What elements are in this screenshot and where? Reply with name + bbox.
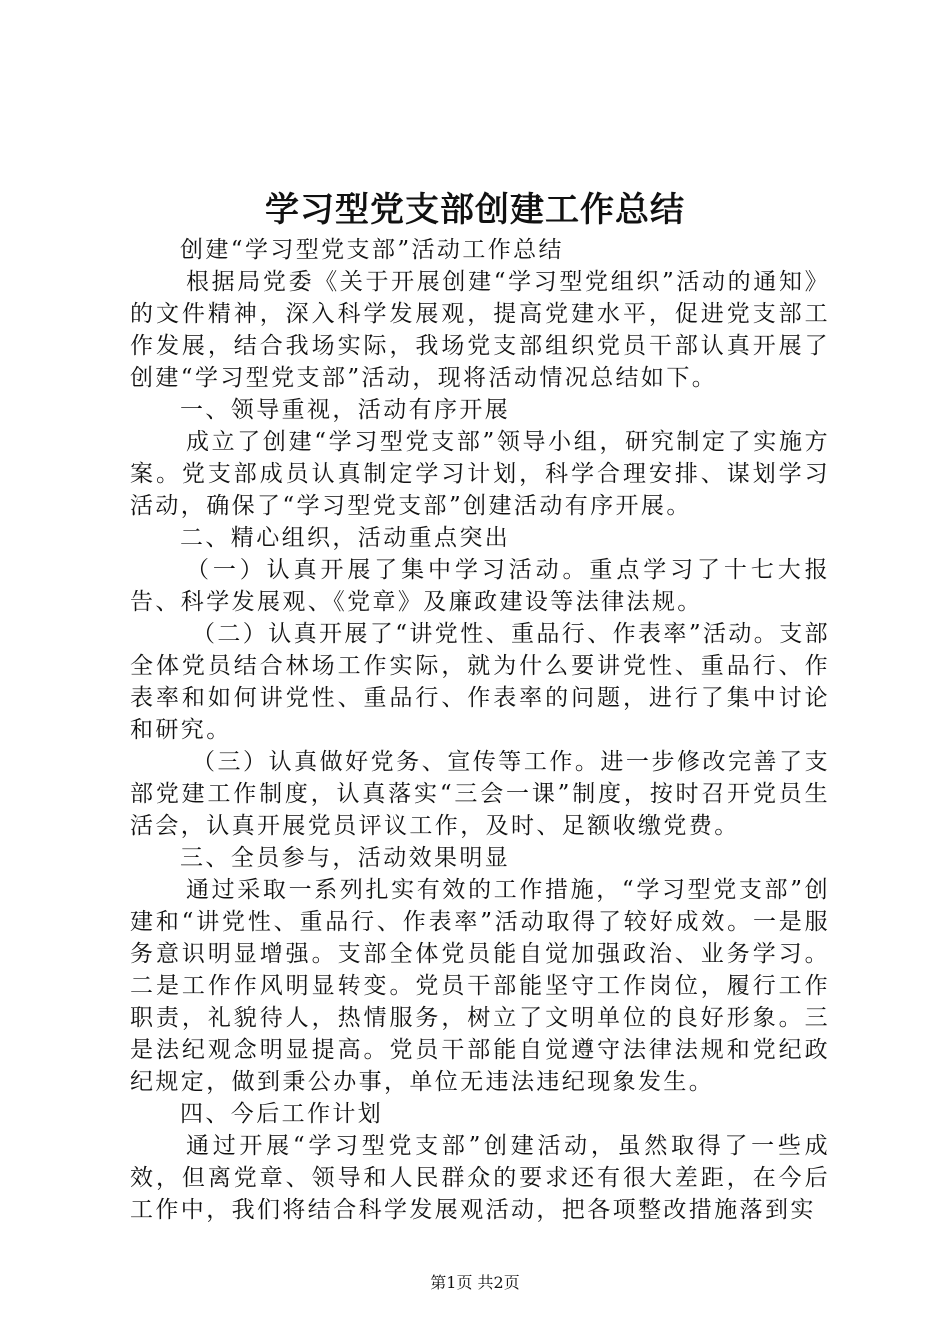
section-heading-1: 一、领导重视，活动有序开展 [180, 397, 511, 423]
section-1-paragraph: 成立了创建“学习型党支部”领导小组，研究制定了实施方案。党支部成员认真制定学习计划，科学合理安排、谋划学习活动，确保了“学习型党支部”创建活动有序开展。 [130, 429, 830, 519]
section-3-paragraph: 通过采取一系列扎实有效的工作措施，“学习型党支部”创建和“讲党性、重品行、作表率”活动取得了较好成效。一是服务意识明显增强。支部全体党员能自觉加强政治、业务学习。二是工作作风明显转变。党员干部能坚守工作岗位，履行工作职责，礼貌待人，热情服务，树立了文明单位的良好形象。三是法纪观念明显提高。党员干部能自觉遵守法律法规和党纪政纪规定，做到秉公办事，单位无违法违纪现象发生。 [130, 877, 830, 1095]
page-footer: 第1页 共2页 [430, 1273, 520, 1292]
section-2-item-2: （二）认真开展了“讲党性、重品行、作表率”活动。支部全体党员结合林场工作实际，就为什么要讲党性、重品行、作表率和如何讲党性、重品行、作表率的问题，进行了集中讨论和研究。 [130, 621, 830, 743]
document-body [130, 234, 830, 1226]
section-heading-2: 二、精心组织，活动重点突出 [180, 525, 511, 551]
subtitle-paragraph: 创建“学习型党支部”活动工作总结 [180, 237, 564, 263]
section-heading-4: 四、今后工作计划 [180, 1101, 384, 1127]
section-heading-3: 三、全员参与，活动效果明显 [180, 845, 511, 871]
document-title: 学习型党支部创建工作总结 [265, 190, 685, 230]
intro-paragraph: 根据局党委《关于开展创建“学习型党组织”活动的通知》的文件精神，深入科学发展观，提高党建水平，促进党支部工作发展，结合我场实际，我场党支部组织党员干部认真开展了创建“学习型党支部”活动，现将活动情况总结如下。 [130, 269, 830, 391]
section-2-item-3: （三）认真做好党务、宣传等工作。进一步修改完善了支部党建工作制度，认真落实“三会一课”制度，按时召开党员生活会，认真开展党员评议工作，及时、足额收缴党费。 [130, 749, 830, 839]
section-4-paragraph: 通过开展“学习型党支部”创建活动，虽然取得了一些成效，但离党章、领导和人民群众的要求还有很大差距，在今后工作中，我们将结合科学发展观活动，把各项整改措施落到实 [130, 1133, 830, 1223]
section-2-item-1: （一）认真开展了集中学习活动。重点学习了十七大报告、科学发展观、《党章》及廉政建设等法律法规。 [130, 557, 830, 615]
